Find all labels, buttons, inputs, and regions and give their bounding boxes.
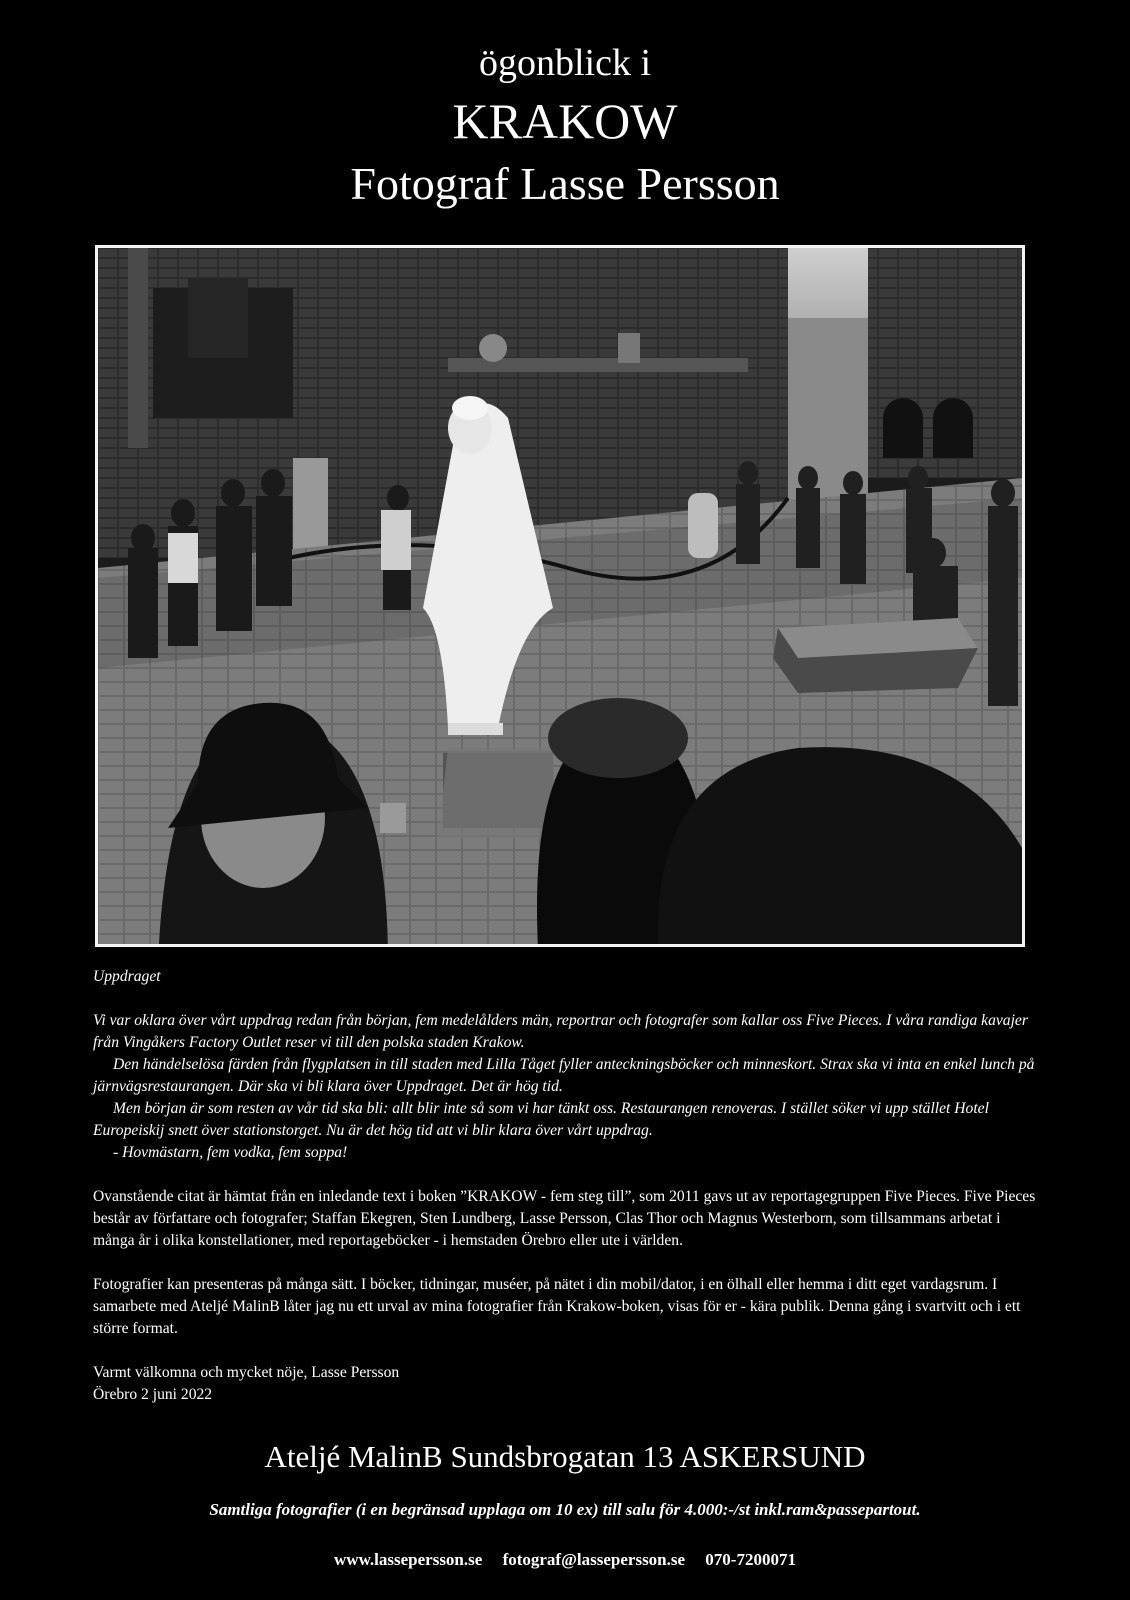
quote-paragraph-3: Men början är som resten av vår tid ska bli: allt blir inte så som vi har tänkt oss. Restaurangen renoveras. I stället söker vi upp stället Hotel Europeiskij snett över stationstorget. Nu är det hög tid att vi blir klara över vårt uppdrag. [93, 1100, 989, 1139]
quote-paragraph-2: Den händelselösa färden från flygplatsen in till staden med Lilla Tåget fyller anteckningsböcker och minneskort. Strax ska vi inta en enkel lunch på järnvägsrestaurangen. Där ska vi bli klara över Uppdraget. Det är hög tid. [93, 1056, 1035, 1095]
title-line-3: Fotograf Lasse Persson [350, 158, 780, 209]
phone-number: 070-7200071 [705, 1550, 796, 1569]
street-performer-photo [98, 248, 1022, 944]
quote-paragraph-1: Vi var oklara över vårt uppdrag redan från början, fem medelålders män, reportrar och fotografer som kallar oss Five Pieces. I våra randiga kavajer från Vingåkers Factory Outlet reser vi till den polska staden Krakow. [93, 1012, 1028, 1051]
greeting: Varmt välkomna och mycket nöje, Lasse Persson [93, 1364, 400, 1381]
contact-line [0, 1548, 1130, 1572]
sale-notice: Samtliga fotografier (i en begränsad upplaga om 10 ex) till salu för 4.000:-/st inkl.ram&passepartout. [209, 1500, 921, 1519]
title-line-2: KRAKOW [452, 93, 678, 149]
email-link[interactable]: fotograf@lassepersson.se [502, 1550, 686, 1569]
date-line: Örebro 2 juni 2022 [93, 1386, 213, 1403]
title-block [0, 38, 1130, 212]
quote-paragraph-4: - Hovmästarn, fem vodka, fem soppa! [113, 1144, 348, 1161]
paragraph-presentation: Fotografier kan presenteras på många sätt. I böcker, tidningar, muséer, på nätet i din mobil/dator, i en ölhall eller hemma i ditt eget vardagsrum. I samarbete med Ateljé MalinB låter jag nu ett urval av mina fotografier från Krakow-boken, visas för er - kära publik. Denna gång i svartvitt och i ett större format. [93, 1276, 1021, 1337]
section-heading: Uppdraget [93, 968, 161, 985]
photo-frame [95, 245, 1025, 947]
body-text [93, 966, 1038, 1406]
title-line-1: ögonblick i [478, 42, 652, 84]
website-link[interactable]: www.lassepersson.se [334, 1550, 483, 1569]
venue-address: Ateljé MalinB Sundsbrogatan 13 ASKERSUND [264, 1439, 866, 1474]
paragraph-book: Ovanstående citat är hämtat från en inledande text i boken ”KRAKOW - fem steg till”, som 2011 gavs ut av reportagegruppen Five Pieces. Five Pieces består av författare och fotografer; Staffan Ekegren, Sten Lundberg, Lasse Persson, Clas Thor och Magnus Westerborn, som tillsammans arbetat i många år i olika konstellationer, med reportageböcker - i hemstaden Örebro eller ute i världen. [93, 1188, 1036, 1249]
